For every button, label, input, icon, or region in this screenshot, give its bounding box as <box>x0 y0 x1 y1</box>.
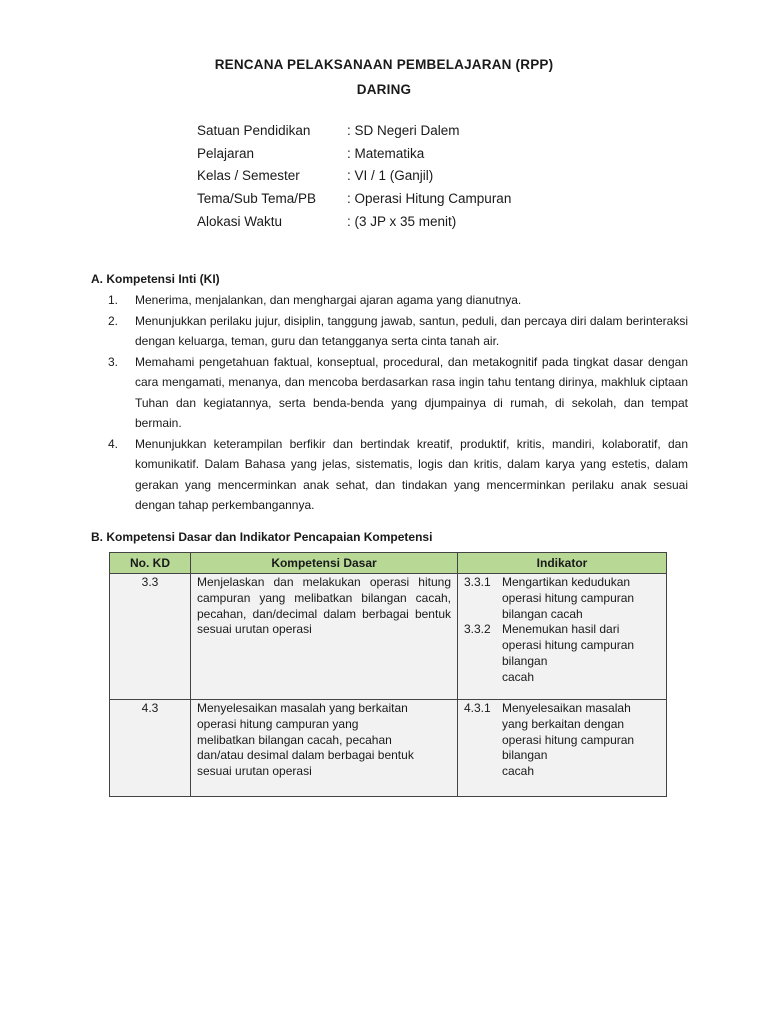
list-number: 1. <box>108 293 119 307</box>
list-text: Menunjukkan keterampilan berfikir dan bertindak kreatif, produktif, kritis, mandiri, kolaboratif, dan komunikatif. Dalam Bahasa yang jelas, sistematis, logis dan kritis, dalam karya yang estetis, dalam gerakan yang mencerminkan anak sehat, dan tindakan yang mencerminkan perilaku anak sesuai dengan tahap perkembangannya. <box>135 436 688 512</box>
info-value: : Matematika <box>347 145 425 161</box>
list-text: Menerima, menjalankan, dan menghargai ajaran agama yang dianutnya. <box>135 293 522 307</box>
kd-description: Menjelaskan dan melakukan operasi hitung campuran yang melibatkan bilangan cacah, pecahan, dan/decimal dalam berbagai bentuk sesuai urutan operasi <box>191 574 458 700</box>
info-label: Kelas / Semester <box>197 168 300 184</box>
kd-table <box>109 552 667 797</box>
list-text: Menunjukkan perilaku jujur, disiplin, tanggung jawab, santun, peduli, dan percaya diri dalam berinteraksi dengan keluarga, teman, guru dan tetangganya serta cinta tanah air. <box>135 313 688 348</box>
list-number: 3. <box>108 354 119 369</box>
column-header-kompetensi-dasar: Kompetensi Dasar <box>191 553 458 574</box>
info-value: : VI / 1 (Ganjil) <box>347 168 434 184</box>
section-heading-ki: A. Kompetensi Inti (KI) <box>91 272 220 286</box>
info-label: Tema/Sub Tema/PB <box>197 191 317 207</box>
table-row <box>110 700 667 797</box>
indicator-number: 3.3.2 <box>464 622 491 637</box>
info-row <box>197 190 511 213</box>
info-value: : (3 JP x 35 menit) <box>347 213 457 229</box>
kd-description <box>191 700 458 797</box>
indicator-cell <box>458 700 667 797</box>
table-row <box>110 574 667 700</box>
indicator-item <box>464 701 660 764</box>
indicator-item <box>464 622 660 669</box>
indicator-text: Mengartikan kedudukan operasi hitung campuran bilangan cacah <box>502 575 635 621</box>
column-header-no-kd: No. KD <box>110 553 191 574</box>
info-row <box>197 167 511 190</box>
indicator-number: 3.3.1 <box>464 575 491 589</box>
column-header-indikator: Indikator <box>458 553 667 574</box>
identity-block <box>197 122 511 235</box>
list-item <box>108 352 688 434</box>
list-number: 4. <box>108 436 119 451</box>
indicator-text-continuation: cacah <box>502 764 535 779</box>
indicator-item <box>464 575 660 622</box>
list-item <box>108 434 688 516</box>
indicator-cell <box>458 574 667 700</box>
indicator-number: 4.3.1 <box>464 701 491 715</box>
indicator-text-continuation: cacah <box>502 669 535 684</box>
info-label: Pelajaran <box>197 145 255 161</box>
document-subtitle: DARING <box>356 82 412 97</box>
indicator-text: Menemukan hasil dari operasi hitung campuran bilangan <box>502 622 635 668</box>
info-value: : SD Negeri Dalem <box>347 123 460 138</box>
section-heading-kd: B. Kompetensi Dasar dan Indikator Pencapaian Kompetensi <box>91 530 433 544</box>
list-item <box>108 311 688 352</box>
list-text: Memahami pengetahuan faktual, konseptual, procedural, dan metakognitif pada tingkat dasar dengan cara mengamati, menanya, dan mencoba berdasarkan rasa ingin tahu tentang dirinya, makhluk ciptaan Tuhan dan kegiatannya, serta benda-benda yang djumpainya di rumah, di sekolah, dan tempat bermain. <box>135 354 688 430</box>
list-number: 2. <box>108 313 119 328</box>
info-value: : Operasi Hitung Campuran <box>347 191 512 207</box>
info-row <box>197 213 511 236</box>
info-row <box>197 122 511 145</box>
info-row <box>197 145 511 168</box>
info-label: Satuan Pendidikan <box>197 123 311 138</box>
kd-description-text: Menyelesaikan masalah yang berkaitan operasi hitung campuran yang melibatkan bilangan cacah, pecahan dan/atau desimal dalam berbagai bentuk sesuai urutan operasi <box>197 701 414 779</box>
kd-number: 4.3 <box>110 700 191 797</box>
ki-list <box>108 290 688 516</box>
kd-number: 3.3 <box>110 574 191 700</box>
table-header-row <box>110 553 667 574</box>
info-label: Alokasi Waktu <box>197 213 283 229</box>
document-title: RENCANA PELAKSANAAN PEMBELAJARAN (RPP) <box>214 57 554 72</box>
list-item <box>108 290 688 311</box>
indicator-text: Menyelesaikan masalah yang berkaitan dengan operasi hitung campuran bilangan <box>502 701 635 763</box>
